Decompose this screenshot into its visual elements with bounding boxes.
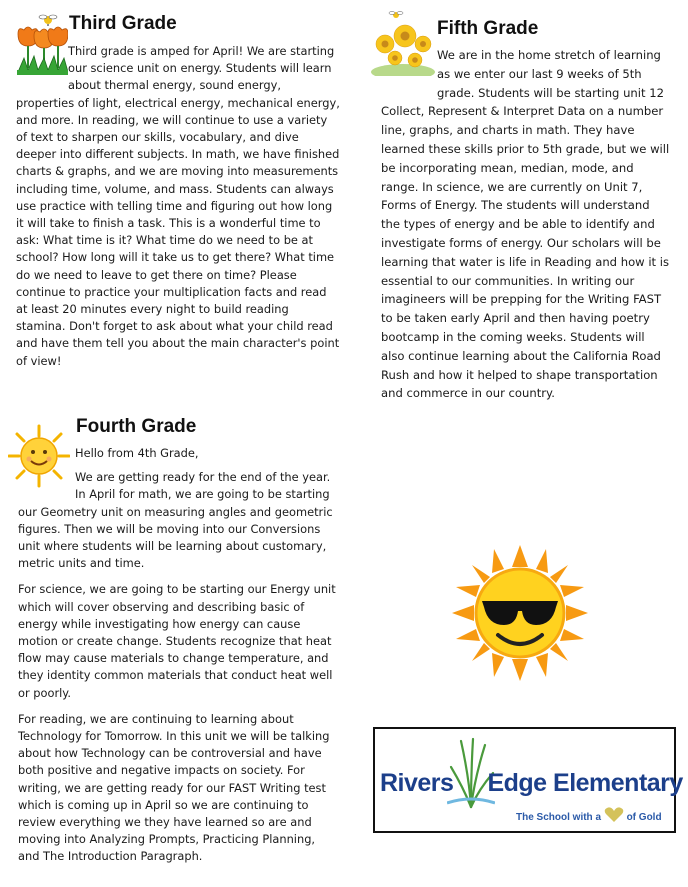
logo-name-part1: Rivers	[380, 769, 454, 797]
fourth-grade-heading: Fourth Grade	[76, 416, 197, 437]
heart-icon	[604, 807, 624, 823]
fifth-grade-text	[381, 46, 671, 403]
third-grade-heading: Third Grade	[69, 13, 177, 34]
fourth-grade-greeting: Hello from 4th Grade,	[75, 446, 199, 460]
school-logo	[373, 727, 683, 833]
logo-name-part2: Edge Elementary	[487, 769, 683, 797]
fifth-grade-heading: Fifth Grade	[437, 18, 539, 39]
third-grade-text	[16, 43, 340, 370]
logo-tagline-part2: of Gold	[626, 812, 662, 823]
logo-tagline-part1: The School with a	[516, 812, 602, 823]
fourth-grade-paragraph-reading: For reading, we are continuing to learning about Technology for Tomorrow. In this unit we will be talking about how Technology can be controversial and have both positive and negative impacts on society. For writing, we are getting ready for our FAST Writing test which is coming up in April so we are continuing to review everything we they have learned so are and moving into Analyzing Prompts, Practicing Planning, and The Introduction Paragraph.	[18, 711, 330, 864]
logo-tagline	[516, 807, 662, 823]
fourth-grade-paragraph-science: For science, we are going to be starting our Energy unit which will cover observing and describing basic of energy while investigating how energy can cause motion or create change. Students recognize that heat flow may cause materials to change temperature, and they identity common materials that conduct heat well or poorly.	[18, 582, 336, 700]
fourth-grade-paragraph-math: We are getting ready for the end of the year. In April for math, we are going to be starting our Geometry unit on measuring angles and geometric figures. Then we will be moving into our Conversions unit where students will be learning about customary, metric units and time.	[18, 470, 333, 571]
fourth-grade-text	[18, 445, 338, 875]
fifth-grade-paragraph: We are in the home stretch of learning as we enter our last 9 weeks of 5th grade. Students will be starting unit 12 Collect, Represent & Interpret Data on a number line, graphs, and charts in math. They have learned these skills prior to 5th grade, but we will be incorporating mean, median, mode, and range. In science, we are currently on Unit 7, Forms of Energy. The students will understand the types of energy and be able to identify and investigate forms of energy. Our scholars will be learning that water is life in Reading and how it is essential to our communities. In writing our imagineers will be prepping for the Writing FAST to be taken early April and then having poetry bootcamp in the coming weeks. Students will also continue learning about the California Road Rush and how it helped to shape transportation and commerce in our country.	[381, 48, 670, 401]
logo-name	[380, 769, 683, 798]
third-grade-paragraph: Third grade is amped for April! We are starting our science unit on energy. Students will learn about thermal energy, sound energy, properties of light, electrical energy, mechanical energy, and more. In reading, we will continue to use a variety of text to sharpen our skills, vocabulary, and dive deeper into different subjects. In math, we have finished charts & graphs, and we are moving into measurements including time, volume, and mass. Students can always use practice with telling time and figuring out how long it will take to finish a task. This is a wonderful time to ask: What time is it? What time do we need to be at school? How long will it take us to get there? What time do we need to leave to get there on time? Please continue to practice your multiplication facts and read at least 20 minutes every night to build reading stamina. Don't forget to ask about what your child read and have them tell you about the main character's point of view!	[16, 44, 340, 368]
sunglasses-sun-icon	[452, 545, 588, 681]
